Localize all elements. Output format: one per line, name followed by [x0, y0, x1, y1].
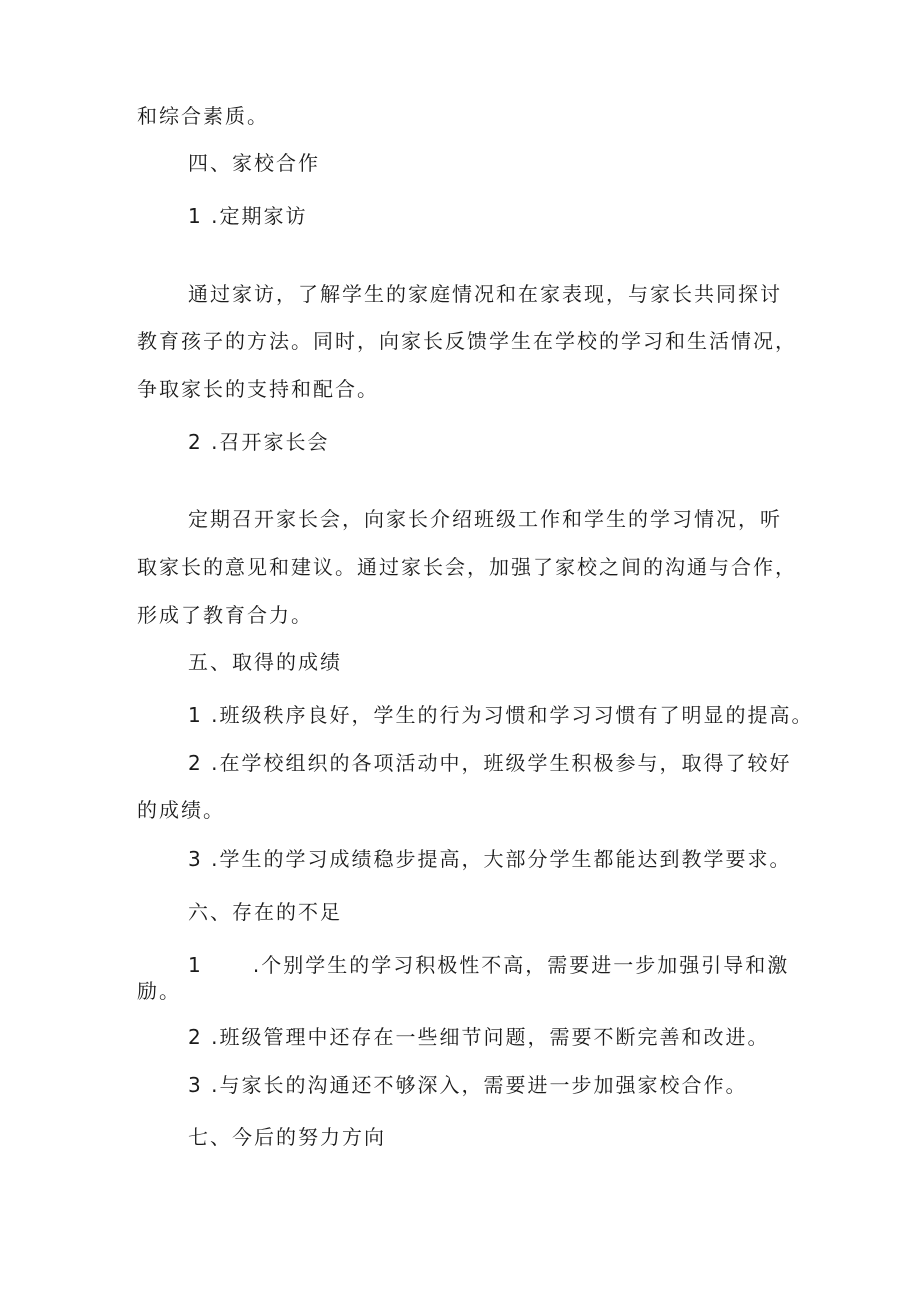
- text-line: 定期召开家长会，向家长介绍班级工作和学生的学习情况，听: [188, 507, 782, 531]
- text-line: 教育孩子的方法。同时，向家长反馈学生在学校的学习和生活情况，: [137, 329, 797, 353]
- section-heading: 五、取得的成绩: [188, 650, 342, 674]
- subsection-heading: 1 .定期家访: [188, 204, 308, 228]
- text-line: 形成了教育合力。: [137, 603, 313, 627]
- list-item: 1 .个别学生的学习积极性不高，需要进一步加强引导和激: [188, 953, 790, 977]
- text-line: 和综合素质。: [137, 104, 269, 128]
- list-item: 3 .与家长的沟通还不够深入，需要进一步加强家校合作。: [188, 1073, 748, 1097]
- text-line: 通过家访，了解学生的家庭情况和在家表现，与家长共同探讨: [188, 282, 782, 306]
- list-item: 1 .班级秩序良好，学生的行为习惯和学习习惯有了明显的提高。: [188, 703, 814, 727]
- subsection-heading: 2 .召开家长会: [188, 430, 330, 454]
- text-line: 争取家长的支持和配合。: [137, 377, 379, 401]
- list-item: 3 .学生的学习成绩稳步提高，大部分学生都能达到教学要求。: [188, 847, 792, 871]
- section-heading: 六、存在的不足: [188, 900, 342, 924]
- text-line: 励。: [137, 979, 181, 1003]
- section-heading: 四、家校合作: [188, 151, 320, 175]
- text-line: 取家长的意见和建议。通过家长会，加强了家校之间的沟通与合作，: [137, 555, 797, 579]
- text-line: 的成绩。: [137, 798, 225, 822]
- list-item: 2 .班级管理中还存在一些细节问题，需要不断完善和改进。: [188, 1025, 770, 1049]
- list-item: 2 .在学校组织的各项活动中，班级学生积极参与，取得了较好: [188, 751, 792, 775]
- section-heading: 七、今后的努力方向: [188, 1125, 386, 1149]
